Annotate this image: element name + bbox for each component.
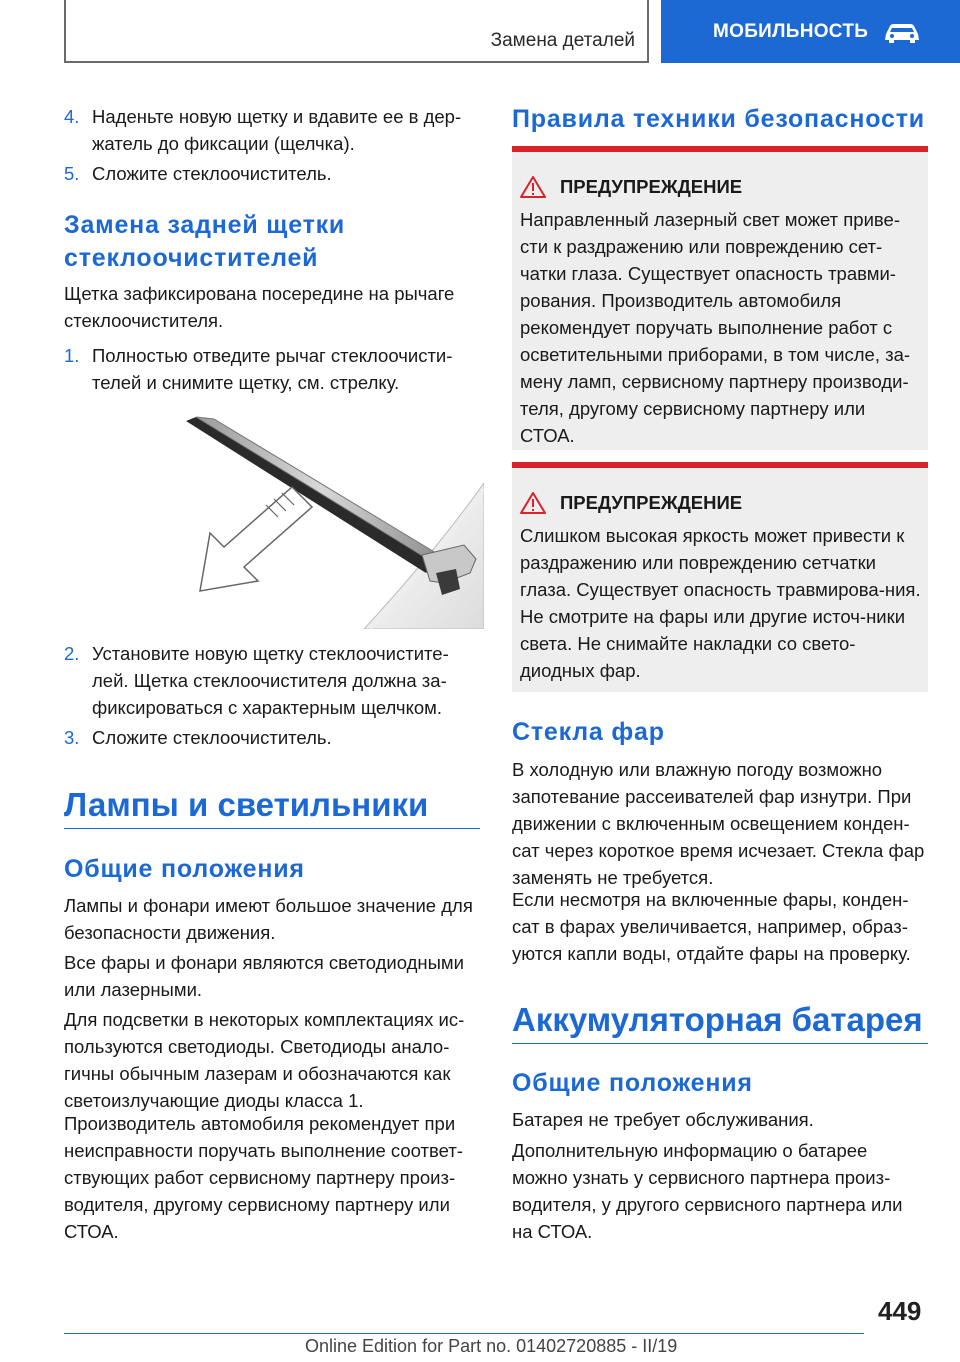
step-number: 3. — [64, 727, 80, 748]
heading-rule — [512, 1043, 928, 1044]
step-number: 2. — [64, 643, 80, 664]
warning-text: Слишком высокая яркость может привести к раздражению или повреждению сетчатки глаза. Существует опасность травмирова-ния. Не смотрите на фары или другие источ-ники света. Не снимайте накладки со свето-диодных фар. — [520, 525, 921, 681]
page-number: 449 — [878, 1296, 922, 1326]
step-text: Полностью отведите рычаг стеклоочисти-телей и снимите щетку, см. стрелку. — [92, 345, 453, 393]
header-section-box — [64, 0, 649, 63]
chapter-tab — [661, 0, 960, 63]
warning-triangle-icon — [520, 176, 546, 198]
step-text: Сложите стеклоочиститель. — [92, 727, 332, 748]
step-text: Установите новую щетку стеклоочистите-лей. Щетка стеклоочистителя должна за-фиксироваться с характерным щелчком. — [92, 643, 449, 718]
lamps-para-1: Лампы и фонари имеют большое значение для безопасности движения. — [64, 895, 473, 943]
glass-para-2: Если несмотря на включенные фары, конден-сат в фарах увеличивается, например, образ-уются капли воды, отдайте фары на проверку. — [512, 889, 911, 964]
step-number: 4. — [64, 106, 80, 127]
warning-label: ПРЕДУПРЕЖДЕНИЕ — [560, 492, 743, 513]
section-title: Замена деталей — [490, 30, 635, 51]
lamps-para-3: Для подсветки в некоторых комплектациях ис-пользуются светодиоды. Светодиоды анало-гичны обычным лазерам и обозначаются как светоизлучающие диоды класса 1. — [64, 1009, 465, 1111]
step-number: 5. — [64, 163, 80, 184]
warning-box — [512, 146, 928, 450]
warning-title — [520, 176, 742, 198]
warning-label: ПРЕДУПРЕЖДЕНИЕ — [560, 176, 743, 197]
battery-para-2: Дополнительную информацию о батарее можно узнать у сервисного партнера произ-водителя, у другого сервисного партнера или на СТОА. — [512, 1140, 903, 1242]
lamps-heading: Лампы и светильники — [64, 786, 429, 823]
rear-wiper-illustration — [174, 413, 484, 629]
car-icon — [882, 20, 922, 44]
battery-para-1: Батарея не требует обслуживания. — [512, 1109, 814, 1130]
edition-text: Online Edition for Part no. 01402720885 - II/19 — [305, 1336, 678, 1356]
headlight-glass-heading: Стекла фар — [512, 718, 665, 746]
footer-rule — [64, 1333, 864, 1334]
heading-rule — [64, 828, 480, 829]
lamps-para-2: Все фары и фонари являются светодиодными или лазерными. — [64, 952, 464, 1000]
lamps-para-4: Производитель автомобиля рекомендует при неисправности поручать выполнение соответ-ствующих работ сервисному партнеру произ-водителя, другому сервисному партнеру или СТОА. — [64, 1113, 463, 1242]
chapter-title: МОБИЛЬНОСТЬ — [713, 20, 869, 42]
safety-heading: Правила техники безопасности — [512, 105, 925, 133]
warning-title — [520, 492, 742, 514]
rear-wiper-intro: Щетка зафиксирована посередине на рычаге стеклоочистителя. — [64, 283, 455, 331]
step-text: Сложите стеклоочиститель. — [92, 163, 332, 184]
warning-triangle-icon — [520, 492, 546, 514]
battery-general-heading: Общие положения — [512, 1069, 753, 1097]
battery-heading: Аккумуляторная батарея — [512, 1001, 923, 1038]
warning-box — [512, 462, 928, 692]
rear-wiper-heading: Замена задней щетки стеклоочистителей — [64, 211, 346, 272]
warning-text: Направленный лазерный свет может приве-сти к раздражению или повреждению сет-чатки глаза. Существует опасность травми-рования. Производитель автомобиля рекомендует поручать выполнение работ с осветительными приборами, в том числе, за-мену ламп, сервисному партнеру производи-теля, другому сервисному партнеру или СТОА. — [520, 209, 911, 446]
step-number: 1. — [64, 345, 80, 366]
step-text: Наденьте новую щетку и вдавите ее в дер-жатель до фиксации (щелчка). — [92, 106, 462, 154]
general-heading: Общие положения — [64, 855, 305, 883]
glass-para-1: В холодную или влажную погоду возможно запотевание рассеивателей фар изнутри. При движении с включенным освещением конден-сат через короткое время исчезает. Стекла фар заменять не требуется. — [512, 759, 925, 888]
